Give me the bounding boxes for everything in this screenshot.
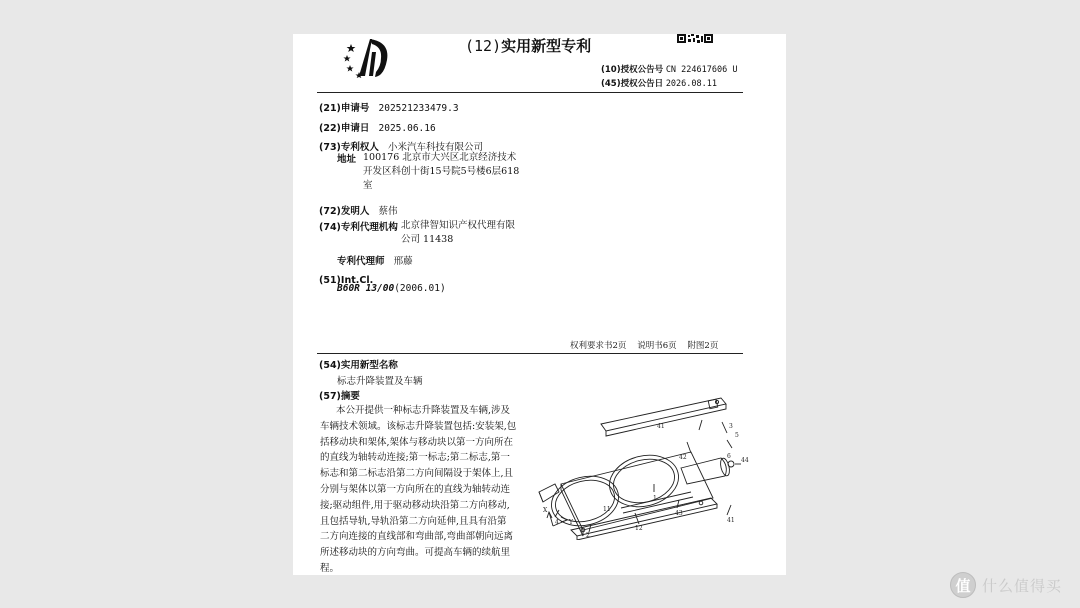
patent-kind-title bbox=[465, 36, 591, 56]
watermark-badge-icon: 值 bbox=[950, 572, 976, 598]
abstract-line: 括移动块和架体,架体与移动块以第一方向所在 bbox=[320, 436, 514, 448]
figure-label-44: 44 bbox=[741, 457, 749, 464]
figure-label-3: 3 bbox=[729, 423, 733, 430]
figure-label-5: 5 bbox=[735, 432, 739, 439]
utility-model-name: 标志升降装置及车辆 bbox=[337, 376, 423, 387]
ipc-code: B60R 13/00 bbox=[337, 283, 395, 294]
figure-label-2: 2 bbox=[586, 532, 590, 539]
grant-date-label: (45)授权公告日 bbox=[601, 79, 664, 89]
application-number-row bbox=[319, 96, 459, 115]
figure-label-42: 42 bbox=[679, 454, 687, 461]
ipc-label: (51)Int.Cl. bbox=[319, 275, 374, 286]
figure-label-41-lower: 41 bbox=[727, 517, 735, 524]
application-number: 202521233479.3 bbox=[378, 103, 459, 114]
patent-kind: 实用新型专利 bbox=[501, 37, 592, 55]
header-rule bbox=[317, 92, 743, 93]
abstract-text bbox=[320, 403, 516, 577]
grant-number: CN 224617606 U bbox=[665, 65, 738, 75]
figure-label-4: 4 bbox=[555, 519, 559, 526]
figure-label-11: 11 bbox=[603, 506, 611, 513]
figure-label-1: 1 bbox=[653, 495, 657, 502]
utility-model-name-label: (54)实用新型名称 bbox=[319, 360, 398, 371]
address-line: 室 bbox=[363, 180, 373, 191]
figure-label-43: 43 bbox=[675, 510, 683, 517]
filing-date: 2025.06.16 bbox=[378, 123, 436, 134]
grant-number-row bbox=[601, 64, 737, 76]
patent-document bbox=[293, 34, 786, 575]
axis-label-y: Y bbox=[569, 519, 573, 526]
ipc-version: (2006.01) bbox=[394, 283, 446, 294]
inventor: 蔡伟 bbox=[378, 206, 398, 217]
abstract-line: 标志和第二标志沿第二方向间隔设于架体上,且 bbox=[320, 468, 514, 480]
inventor-label: (72)发明人 bbox=[319, 206, 370, 217]
filing-date-label: (22)申请日 bbox=[319, 123, 370, 134]
agent-row bbox=[337, 249, 413, 268]
abstract-line: 且包括导轨,导轨沿第二方向延伸,且具有沿第 bbox=[320, 515, 507, 527]
grant-number-label: (10)授权公告号 bbox=[601, 65, 664, 75]
section-rule bbox=[317, 353, 743, 354]
abstract-line: 车辆技术领域。该标志升降装置包括:安装架,包 bbox=[320, 420, 517, 432]
axis-label-x: X bbox=[543, 507, 548, 514]
patentee-label: (73)专利权人 bbox=[319, 142, 379, 153]
abstract-line: 的直线为轴转动连接;第一标志;第二标志,第一 bbox=[320, 452, 510, 464]
abstract-label: (57)摘要 bbox=[319, 391, 360, 402]
agency-line: 公司 11438 bbox=[401, 234, 454, 245]
patent-drawing bbox=[531, 380, 767, 540]
agency bbox=[401, 219, 515, 247]
address-label: 地址 bbox=[337, 154, 357, 165]
qr-code-icon bbox=[677, 34, 715, 44]
application-number-label: (21)申请号 bbox=[319, 103, 370, 114]
agent: 邢藤 bbox=[393, 256, 413, 267]
agency-line: 北京律智知识产权代理有限 bbox=[401, 220, 516, 231]
inventor-row bbox=[319, 199, 398, 218]
agent-label: 专利代理师 bbox=[337, 256, 385, 267]
abstract-line: 分别与架体以第一方向所在的直线为轴转动连 bbox=[320, 483, 511, 495]
abstract-line: 本公开提供一种标志升降装置及车辆,涉及 bbox=[336, 405, 511, 416]
agency-label: (74)专利代理机构 bbox=[319, 222, 398, 233]
abstract-line: 所述移动块的方向弯曲。可提高车辆的续航里 bbox=[320, 547, 511, 559]
address-line: 开发区科创十街15号院5号楼6层618 bbox=[363, 166, 520, 177]
page-count-line: 权利要求书2页 说明书6页 附图2页 bbox=[570, 341, 719, 351]
abstract-line: 程。 bbox=[320, 562, 340, 574]
grant-date: 2026.08.11 bbox=[665, 79, 717, 89]
address-line: 100176 北京市大兴区北京经济技术 bbox=[363, 152, 517, 163]
patentee: 小米汽车科技有限公司 bbox=[388, 142, 484, 153]
abstract-line: 接;驱动组件,用于驱动移动块沿第二方向移动, bbox=[320, 499, 510, 511]
site-watermark bbox=[950, 572, 1062, 598]
filing-date-row bbox=[319, 116, 436, 135]
figure-label-6: 6 bbox=[727, 453, 731, 460]
address bbox=[363, 151, 519, 193]
grant-date-row bbox=[601, 78, 717, 90]
watermark-text: 什么值得买 bbox=[981, 576, 1062, 595]
cnipa-logo-icon bbox=[343, 36, 395, 78]
patent-kind-prefix: (12) bbox=[465, 37, 502, 55]
figure-label-12: 12 bbox=[635, 525, 643, 532]
abstract-line: 二方向连接的直线部和弯曲部,弯曲部朝向远离 bbox=[320, 531, 514, 543]
ipc-classification bbox=[337, 283, 446, 294]
figure-label-41: 41 bbox=[657, 423, 665, 430]
